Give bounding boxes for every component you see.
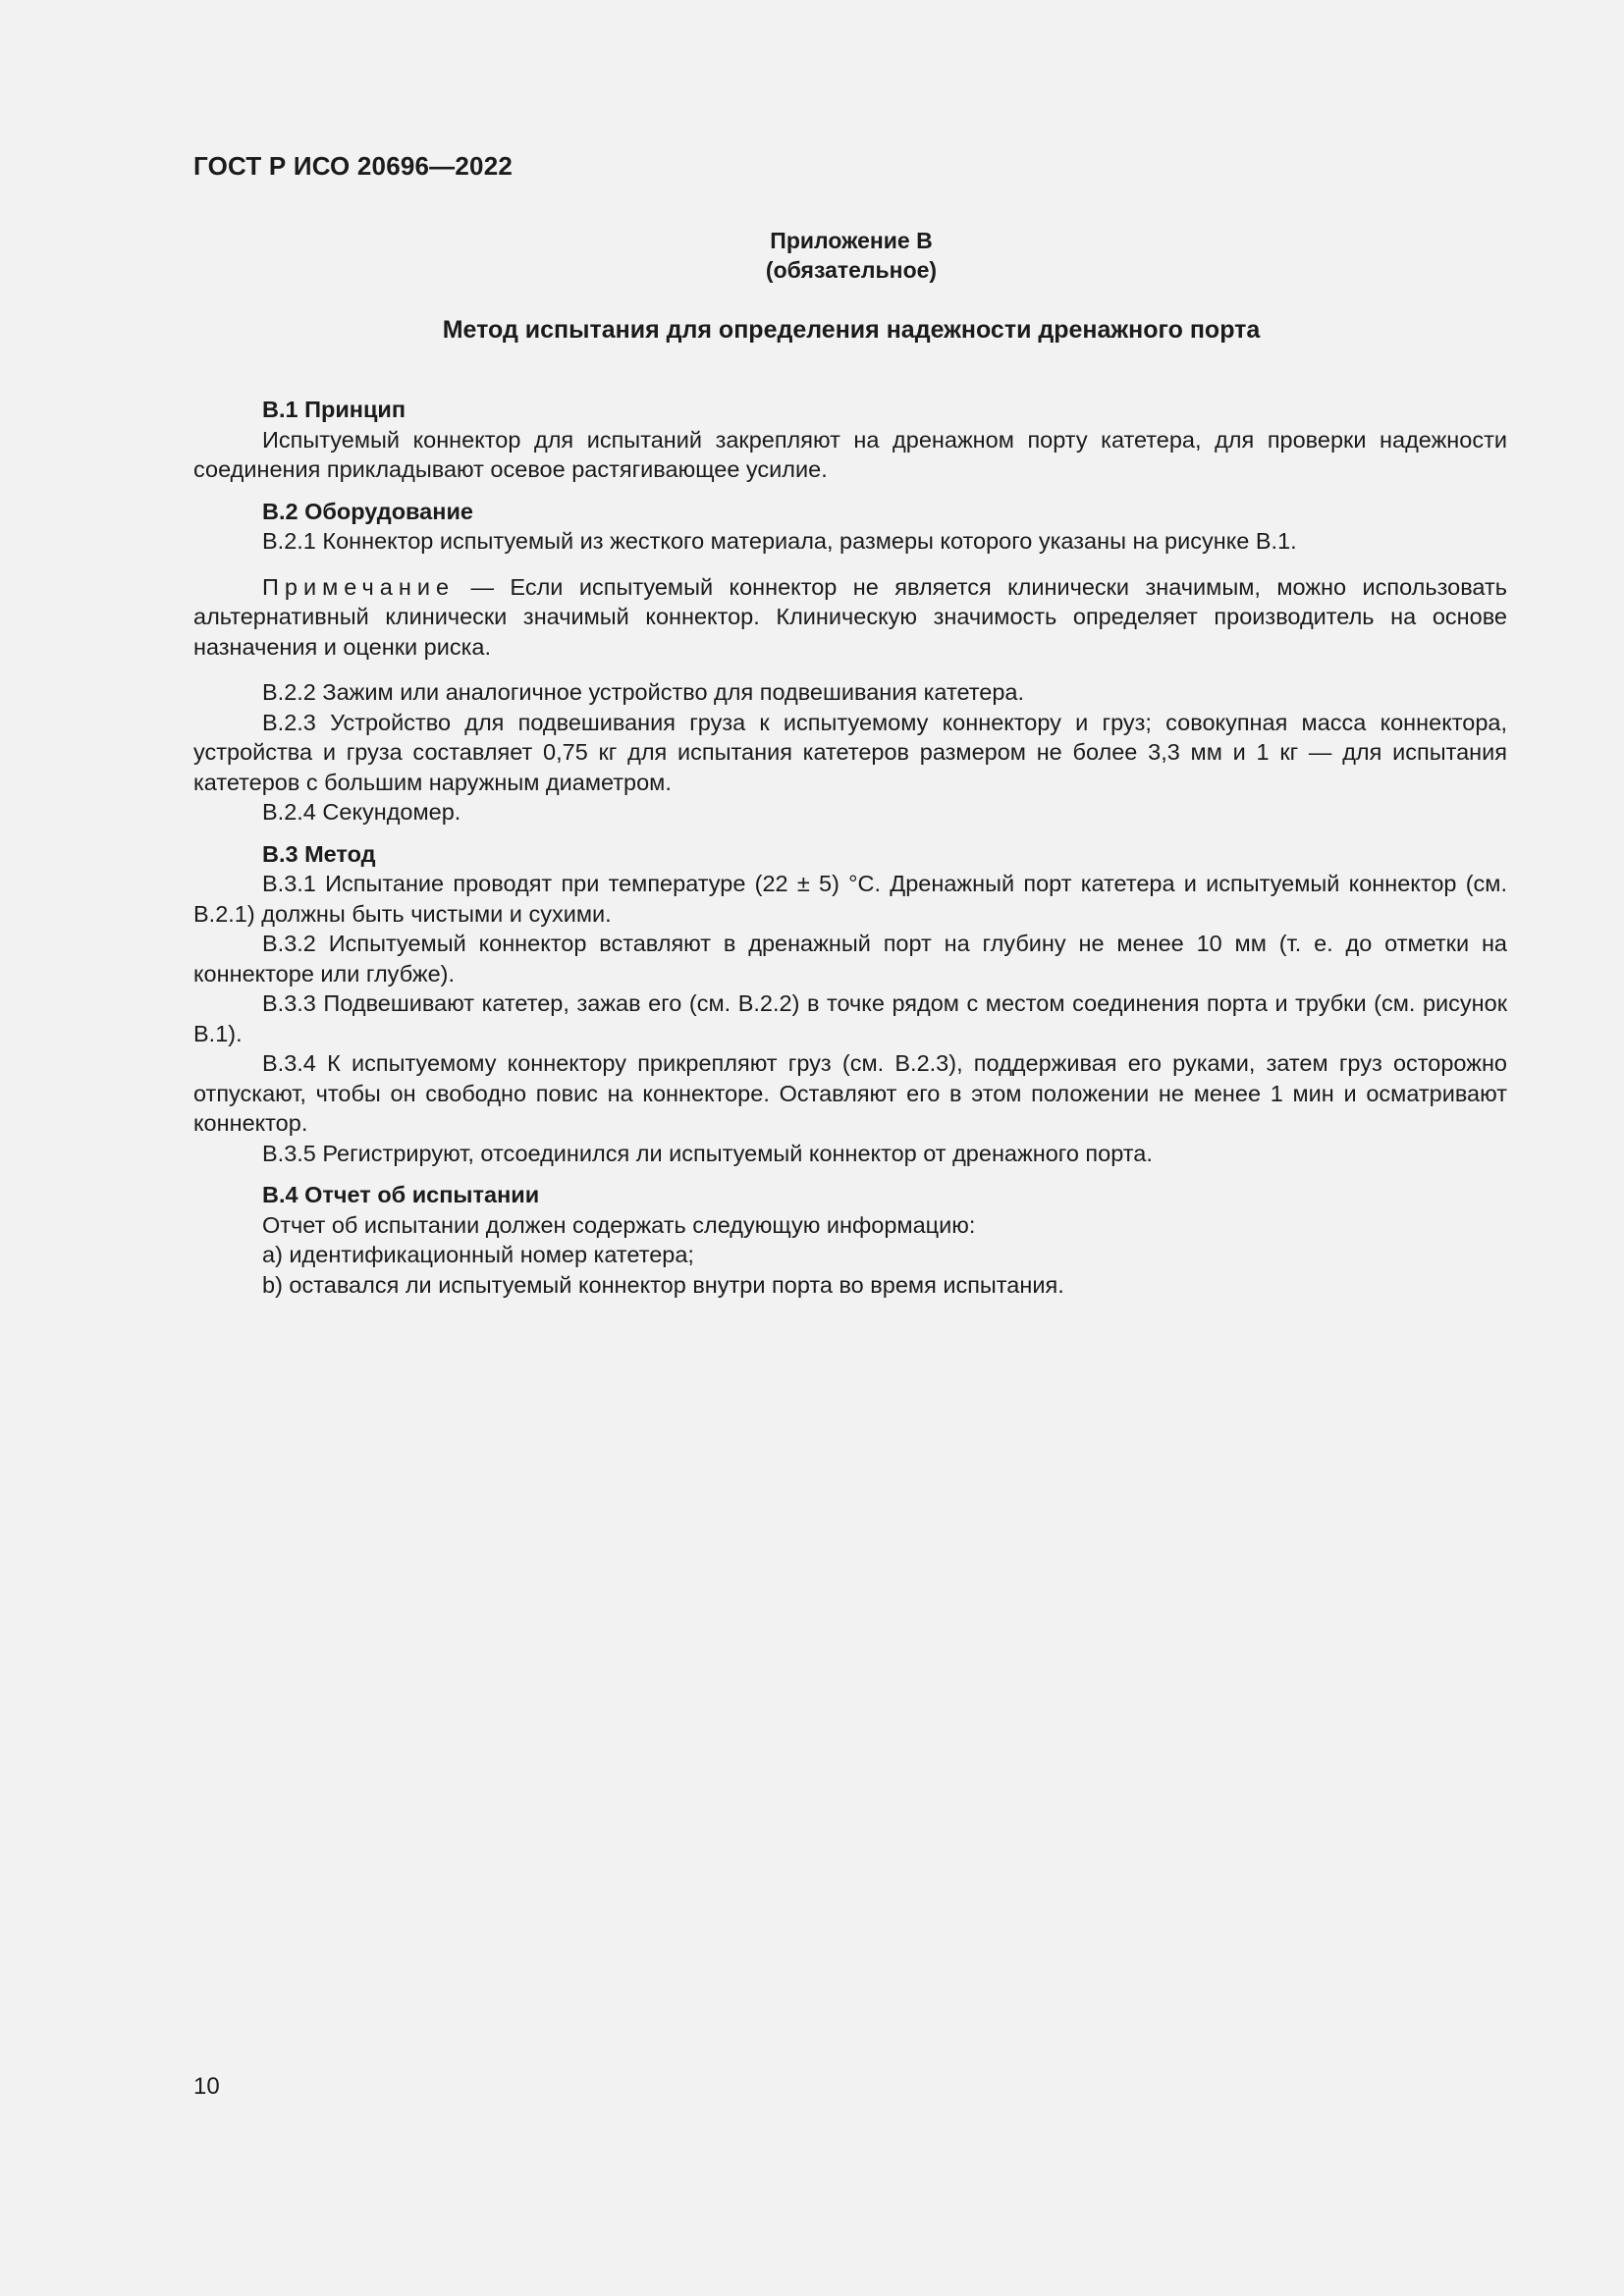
paragraph-b1: Испытуемый коннектор для испытаний закрепляют на дренажном порту катетера, для проверки надежности соединения прикладывают осевое растягивающее усилие.: [193, 426, 1507, 482]
section-heading-b3: В.3 Метод: [262, 840, 376, 867]
paragraph-b3-3: В.3.3 Подвешивают катетер, зажав его (см. В.2.2) в точке рядом с местом соединения порта и трубки (см. рисунок В.1).: [193, 990, 1507, 1046]
paragraph-b4-1: Отчет об испытании должен содержать следующую информацию:: [262, 1211, 976, 1238]
annex-title: Метод испытания для определения надежности дренажного порта: [442, 316, 1261, 344]
section-heading-b1: В.1 Принцип: [262, 397, 406, 422]
paragraph-b2-2: В.2.2 Зажим или аналогичное устройство для подвешивания катетера.: [262, 679, 1025, 705]
list-item-b: b) оставался ли испытуемый коннектор внутри порта во время испытания.: [262, 1271, 1064, 1298]
list-item-a: a) идентификационный номер катетера;: [262, 1242, 694, 1267]
note-text: — Если испытуемый коннектор не является клинически значимым, можно использовать альтернативный клинически значимый коннектор. Клиническую значимость определяет производитель на основе назначения и оценки риска.: [193, 573, 1507, 660]
section-heading-b2: В.2 Оборудование: [262, 498, 473, 524]
note-label: Примечание: [262, 573, 456, 600]
note-paragraph: [193, 572, 1507, 663]
section-heading-b4: В.4 Отчет об испытании: [262, 1182, 540, 1207]
annex-label: Приложение В: [770, 228, 933, 253]
standard-header: ГОСТ Р ИСО 20696—2022: [193, 151, 514, 181]
paragraph-b3-5: В.3.5 Регистрируют, отсоединился ли испытуемый коннектор от дренажного порта.: [262, 1140, 1153, 1166]
annex-status: (обязательное): [765, 257, 938, 283]
paragraph-b2-3: В.2.3 Устройство для подвешивания груза к испытуемому коннектору и груз; совокупная масса коннектора, устройства и груза составляет 0,75 кг для испытания катетеров размером не более 3,3 мм и 1 кг — для испытания катетеров с большим наружным диаметром.: [193, 709, 1507, 795]
paragraph-b3-1: В.3.1 Испытание проводят при температуре (22 ± 5) °С. Дренажный порт катетера и испытуемый коннектор (см. В.2.1) должны быть чистыми и сухими.: [193, 871, 1507, 927]
page-number: 10: [193, 2073, 220, 2100]
paragraph-b2-4: В.2.4 Секундомер.: [262, 799, 461, 825]
paragraph-b3-4: В.3.4 К испытуемому коннектору прикрепляют груз (см. В.2.3), поддерживая его руками, затем груз осторожно отпускают, чтобы он свободно повис на коннекторе. Оставляют его в этом положении не менее 1 мин и осматривают коннектор.: [193, 1050, 1507, 1136]
annex-heading: [0, 226, 1624, 285]
paragraph-b2-1: В.2.1 Коннектор испытуемый из жесткого материала, размеры которого указаны на рисунке В.1.: [262, 528, 1297, 554]
document-body: [193, 395, 1507, 1300]
paragraph-b3-2: В.3.2 Испытуемый коннектор вставляют в дренажный порт на глубину не менее 10 мм (т. е. до отметки на коннекторе или глубже).: [193, 931, 1507, 987]
